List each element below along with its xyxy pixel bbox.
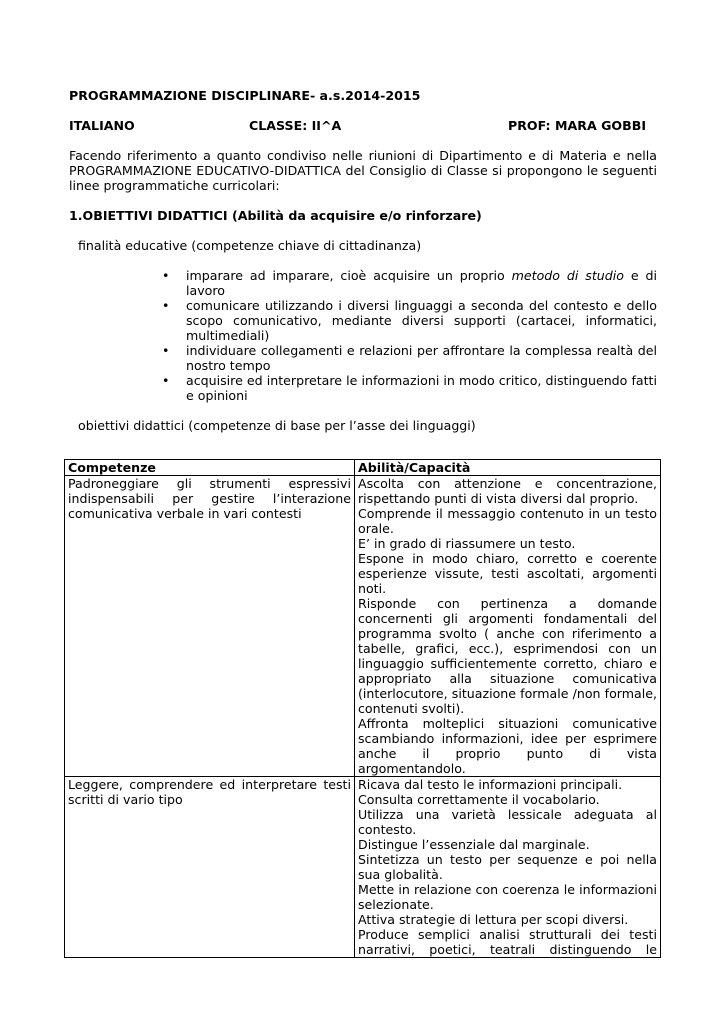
abilita-cell — [355, 777, 661, 958]
teacher-label: PROF: MARA GOBBI — [508, 118, 647, 133]
bullet-item: • individuare collegamenti e relazioni per affrontare la complessa realtà del nostro tempo — [186, 343, 657, 373]
abilita-item: Consulta correttamente il vocabolario. — [358, 792, 600, 807]
abilita-item: Sintetizza un testo per sequenze e poi nella sua globalità. — [358, 852, 657, 882]
document-page — [69, 88, 657, 433]
bullet-item: • comunicare utilizzando i diversi linguaggi a seconda del contesto e dello scopo comunicativo, mediante diversi supporti (cartacei, informatici, multimediali) — [186, 298, 657, 343]
abilita-item: Ricava dal testo le informazioni principali. — [358, 777, 623, 792]
abilita-item: Utilizza una varietà lessicale adeguata al contesto. — [358, 807, 657, 837]
abilita-item: Affronta molteplici situazioni comunicative scambiando informazioni, idee per esprimere anche il proprio punto di vista argomentandolo. — [358, 716, 657, 776]
finalita-label: finalità educative (competenze chiave di cittadinanza) — [78, 238, 422, 253]
table-header-row — [65, 460, 661, 476]
bullet-list — [69, 268, 657, 403]
abilita-item: E’ in grado di riassumere un testo. — [358, 536, 576, 551]
competenza-cell: Leggere, comprendere ed interpretare testi scritti di vario tipo — [65, 777, 355, 958]
header-competenze: Competenze — [65, 460, 355, 476]
competenza-cell: Padroneggiare gli strumenti espressivi indispensabili per gestire l’interazione comunicativa verbale in vari contesti — [65, 476, 355, 777]
table-row — [65, 777, 661, 958]
header-abilita: Abilità/Capacità — [355, 460, 661, 476]
header-row — [69, 118, 657, 133]
abilita-cell — [355, 476, 661, 777]
bullet-item — [186, 268, 657, 298]
obiettivi-label: obiettivi didattici (competenze di base per l’asse dei linguaggi) — [78, 418, 476, 433]
bullet-text: e di lavoro — [186, 268, 657, 298]
abilita-item: Espone in modo chiaro, corretto e coerente esperienze vissute, testi ascoltati, argomenti noti. — [358, 551, 657, 596]
abilita-item: Attiva strategie di lettura per scopi diversi. — [358, 912, 629, 927]
abilita-item: Produce semplici analisi strutturali dei testi narrativi, poetici, teatrali distinguendo le — [358, 927, 657, 957]
bullet-item: • acquisire ed interpretare le informazioni in modo critico, distinguendo fatti e opinioni — [186, 373, 657, 403]
abilita-item: Ascolta con attenzione e concentrazione, rispettando punti di vista diversi dal proprio. — [358, 476, 657, 506]
table-row — [65, 476, 661, 777]
bullet-italic-text: metodo di studio — [511, 268, 624, 283]
subject-label: ITALIANO — [69, 118, 135, 133]
abilita-item: Mette in relazione con coerenza le informazioni selezionate. — [358, 882, 657, 912]
section-heading: 1.OBIETTIVI DIDATTICI (Abilità da acquisire e/o rinforzare) — [69, 208, 482, 223]
competenze-table — [64, 459, 661, 958]
abilita-item: Risponde con pertinenza a domande concernenti gli argomenti fondamentali del programma svolto ( anche con riferimento a tabelle, grafici, ecc.), esprimendosi con un linguaggio sufficientemente corretto, chiaro e appropriato alla situazione comunicativa (interlocutore, situazione formale /non formale, contenuti svolti). — [358, 596, 657, 716]
bullet-text: imparare ad imparare, cioè acquisire un proprio — [186, 268, 512, 283]
intro-paragraph: Facendo riferimento a quanto condiviso nelle riunioni di Dipartimento e di Materia e nella PROGRAMMAZIONE EDUCATIVO-DIDATTICA del Consiglio di Classe si propongono le seguenti linee programmatiche curricolari: — [69, 148, 657, 193]
document-title: PROGRAMMAZIONE DISCIPLINARE- a.s.2014-2015 — [69, 88, 421, 103]
abilita-item: Comprende il messaggio contenuto in un testo orale. — [358, 506, 657, 536]
class-label: CLASSE: II^A — [249, 118, 342, 133]
abilita-item: Distingue l’essenziale dal marginale. — [358, 837, 590, 852]
